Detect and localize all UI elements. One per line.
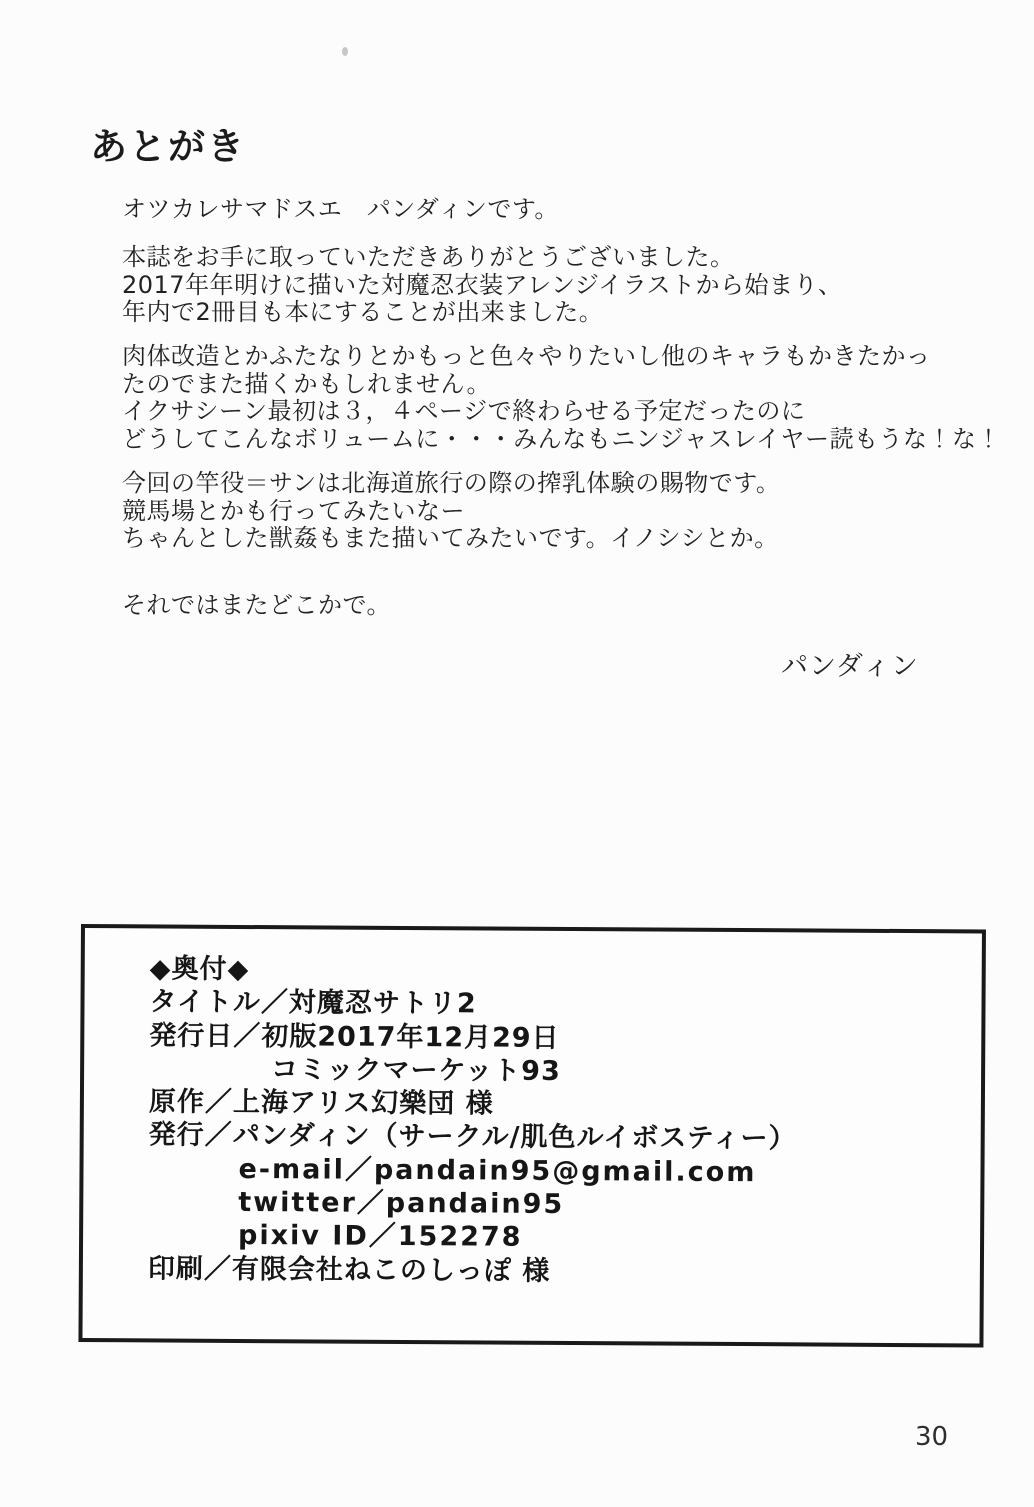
colophon-box — [78, 924, 986, 1348]
afterword-line: オツカレサマドスエ パンダィンです。 — [122, 195, 559, 223]
afterword-line: たのでまた描くかもしれません。 — [122, 369, 491, 398]
colophon-pixiv-line: pixiv ID／152278 — [238, 1220, 523, 1254]
author-signature: パンダィン — [781, 651, 919, 682]
afterword-line: それではまたどこかで。 — [122, 591, 392, 619]
afterword-paragraph-farewell — [122, 592, 391, 620]
afterword-line: 年内で2冊目も本にすることが出来ました。 — [122, 298, 604, 326]
afterword-paragraph-future-plans — [122, 343, 1001, 453]
scan-artifact-speck — [342, 47, 348, 56]
colophon-email-line: e-mail／pandain95@gmail.com — [238, 1153, 757, 1188]
afterword-line: ちゃんとした獣姦もまた描いてみたいです。イノシシとか。 — [122, 524, 779, 552]
page-number: 30 — [915, 1422, 949, 1452]
colophon-printer-line: 印刷／有限会社ねこのしっぽ 様 — [147, 1253, 551, 1287]
colophon-issue-date-line: 発行日／初版2017年12月29日 — [149, 1020, 560, 1054]
afterword-heading: あとがき — [90, 125, 246, 168]
colophon-title-line: タイトル／対魔忍サトリ2 — [149, 986, 477, 1020]
afterword-line: イクサシーン最初は３，４ページで終わらせる予定だったのに — [122, 397, 806, 425]
colophon-heading: ◆奥付◆ — [149, 953, 250, 986]
afterword-line: どうしてこんなボリュームに・・・みんなもニンジャスレイヤー読もうな！な！ — [122, 424, 1001, 453]
colophon-publisher-line: 発行／パンダィン（サークル/肌色ルイボスティー） — [148, 1119, 797, 1155]
afterword-paragraph-greeting — [122, 196, 559, 224]
afterword-line: 今回の竿役＝サンは北海道旅行の際の搾乳体験の賜物です。 — [122, 469, 781, 497]
afterword-line: 本誌をお手に取っていただきありがとうございました。 — [122, 243, 735, 271]
colophon-twitter-line: twitter／pandain95 — [238, 1187, 565, 1221]
afterword-line: 競馬場とかも行ってみたいなー — [122, 496, 465, 525]
afterword-paragraph-thanks — [122, 244, 843, 327]
afterword-line: 肉体改造とかふたなりとかもっと色々やりたいし他のキャラもかきたかっ — [122, 342, 931, 370]
colophon-event-line: コミックマーケット93 — [271, 1054, 561, 1087]
afterword-line: 2017年年明けに描いた対魔忍衣装アレンジイラストから始まり、 — [122, 270, 843, 299]
colophon-original-work-line: 原作／上海アリス幻樂団 様 — [148, 1086, 494, 1120]
afterword-paragraph-trip-notes — [122, 470, 780, 553]
